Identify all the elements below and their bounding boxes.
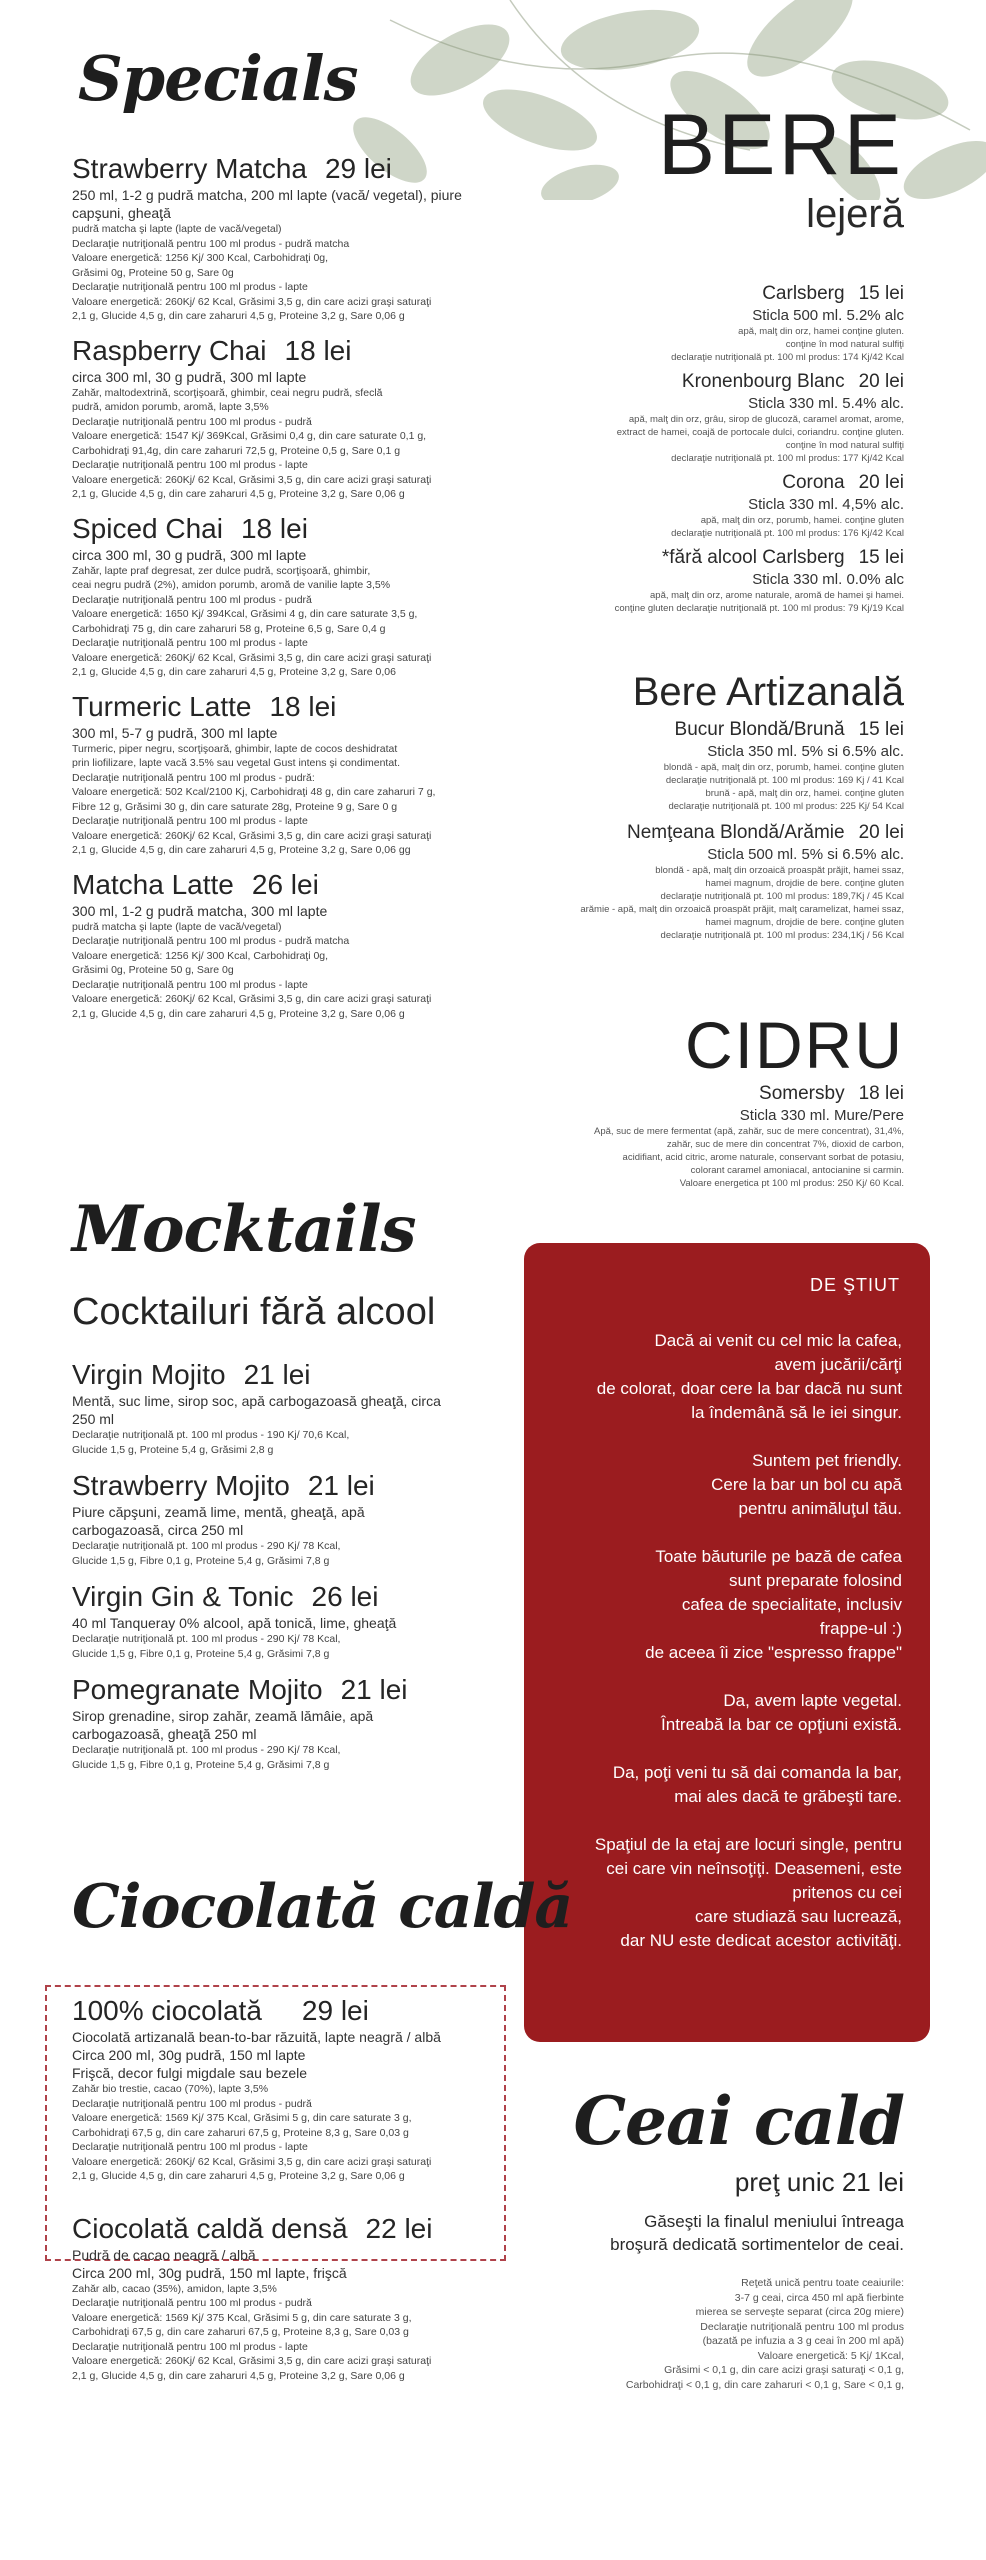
item-name: Spiced Chai: [72, 512, 223, 544]
ceai-description: Găseşti la finalul meniului întreaga broşură dedicată sortimentelor de ceai.: [610, 2212, 904, 2254]
item-price: 18 lei: [240, 512, 308, 544]
item-nutrition: Apă, suc de mere fermentat (apă, zahăr, suc de mere concentrat), 31,4%, zahăr, suc de mere din concentrat 7%, dioxid de carbon, acidifiant, acid citric, arome naturale, conservant sorbat de potasiu, colorant caramel amoniacal, antocianine si carmin. Valoare energetica pt 100 ml produs: 250 Kj/ 60 Kcal.: [594, 1126, 904, 1189]
item-description: Mentă, suc lime, sirop soc, apă carbogazoasă gheaţă, circa 250 ml: [72, 1393, 441, 1427]
item-nutrition: Declaraţie nutriţională pt. 100 ml produs - 190 Kj/ 70,6 Kcal, Glucide 1,5 g, Proteine 5,4 g, Grăsimi 2,8 g: [72, 1429, 350, 1456]
item-price: 15 lei: [858, 719, 904, 740]
item-description: Pudră de cacao neagră / albă: [72, 2246, 256, 2263]
item-name: Turmeric Latte: [72, 690, 252, 722]
list-item: [444, 546, 904, 615]
bere-subheading: lejeră: [806, 192, 904, 236]
artizanala-list: [444, 718, 904, 952]
item-description: Piure căpşuni, zeamă lime, mentă, gheaţă, apă carbogazoasă, circa 250 ml: [72, 1504, 365, 1538]
item-nutrition: apă, malţ din orz, hamei conţine gluten. conţine în mod natural sulfiţi declaraţie nutriţională pt. 100 ml produs: 174 Kj/42 Kcal: [671, 326, 904, 363]
info-body: Dacă ai venit cu cel mic la cafea, avem jucării/cărţi de colorat, doar cere la bar dacă nu sunt la îndemână să le iei singur. Suntem pet friendly. Cere la bar un bol cu apă pentru animăluţul tău. Toate băuturile pe bază de cafea sunt preparate folosind cafea de specialitate, inclusiv frappe-ul :) de aceea îi zice "espresso frappe" Da, avem lapte vegetal. Întreabă la bar ce opţiuni există. Da, poţi veni tu să dai comanda la bar, mai ales dacă te grăbeşti tare. Spaţiul de la etaj are locuri single, pentru cei care vin neînsoţiţi. Deasemeni, este pritenos cu cei care studiază sau lucrează, dar NU este dedicat acestor activităţi.: [594, 1331, 902, 1950]
ciocolata-list: [72, 1994, 512, 2393]
list-item: [72, 1673, 452, 1772]
item-nutrition: blondă - apă, malţ din orz, porumb, hamei. conţine gluten declaraţie nutriţională pt. 100 ml produs: 169 Kj / 41 Kcal brună - apă, malţ din orz, hamei. conţine gluten declaraţie nutriţională pt. 100 ml produs: 225 Kj/ 54 Kcal: [663, 762, 904, 812]
item-name: Virgin Mojito: [72, 1359, 226, 1390]
item-nutrition: Zahăr, maltodextrină, scorţişoară, ghimbir, ceai negru pudră, sfeclă pudră, amidon porumb, aromă, lapte 3,5% Declaraţie nutriţională pentru 100 ml produs - pudră Valoare energetică: 1547 Kj/ 369Kcal, Grăsimi 0,4 g, din care saturate 0,1 g, Carbohidraţi 91,4g, din care zaharuri 72,5 g, Proteine 0,5 g, Sare 0,1 g Declaraţie nutriţională pentru 100 ml produs - lapte Valoare energetică: 260Kj/ 62 Kcal, Grăsimi 3,5 g, din care acizi graşi saturaţi 2,1 g, Glucide 4,5 g, din care zaharuri 4,5 g, Proteine 3,2 g, Sare 0,06 g: [72, 386, 432, 500]
item-description: 40 ml Tanqueray 0% alcool, apă tonică, lime, gheaţă: [72, 1615, 397, 1631]
item-price: 18 lei: [858, 1083, 904, 1104]
ceai-nutrition: Reţetă unică pentru toate ceaiurile: 3-7 g ceai, circa 450 ml apă fierbinte mierea se serveşte separat (circa 20g miere) Declaraţie nutriţională pentru 100 ml produs (bazată pe infuzia a 3 g ceai în 200 ml apă) Valoare energetică: 5 Kj/ 1Kcal, Grăsimi < 0,1 g, din care acizi graşi saturaţi < 0,1 g, Carbohidraţi < 0,1 g, din care zaharuri < 0,1 g, Sare < 0,1 g,: [625, 2277, 904, 2391]
item-description: 250 ml, 1-2 g pudră matcha, 200 ml lapte (vacă/ vegetal), piure capşuni, gheaţă: [72, 187, 462, 221]
item-nutrition: pudră matcha şi lapte (lapte de vacă/vegetal) Declaraţie nutriţională pentru 100 ml produs - pudră matcha Valoare energetică: 1256 Kj/ 300 Kcal, Carbohidraţi 0g, Grăsimi 0g, Proteine 50 g, Sare 0g Declaraţie nutriţională pentru 100 ml produs - lapte Valoare energetică: 260Kj/ 62 Kcal, Grăsimi 3,5 g, din care acizi graşi saturaţi 2,1 g, Glucide 4,5 g, din care zaharuri 4,5 g, Proteine 3,2 g, Sare 0,06 g: [72, 223, 432, 322]
mocktails-subheading: Cocktailuri fără alcool: [72, 1291, 436, 1333]
list-item: [72, 1994, 512, 2184]
info-title: DE ŞTIUT: [809, 1275, 900, 1295]
item-price: 21 lei: [243, 1359, 311, 1390]
item-nutrition: Zahăr, lapte praf degresat, zer dulce pudră, scorţişoară, ghimbir, ceai negru pudră (2%), amidon porumb, aromă de vanilie lapte 3,5% Declaraţie nutriţională pentru 100 ml produs - pudră Valoare energetică: 1650 Kj/ 394Kcal, Grăsimi 4 g, din care saturate 3,5 g, Carbohidraţi 75 g, din care zaharuri 58 g, Proteine 6,5 g, Sare 0,4 g Declaraţie nutriţională pentru 100 ml produs - lapte Valoare energetică: 260Kj/ 62 Kcal, Grăsimi 3,5 g, din care acizi graşi saturaţi 2,1 g, Glucide 4,5 g, din care zaharuri 4,5 g, Proteine 3,2 g, Sare 0,06: [72, 564, 432, 678]
item-price: 18 lei: [284, 334, 352, 366]
item-nutrition: pudră matcha şi lapte (lapte de vacă/vegetal) Declaraţie nutriţională pentru 100 ml produs - pudră matcha Valoare energetică: 1256 Kj/ 300 Kcal, Carbohidraţi 0g, Grăsimi 0g, Proteine 50 g, Sare 0g Declaraţie nutriţională pentru 100 ml produs - lapte Valoare energetică: 260Kj/ 62 Kcal, Grăsimi 3,5 g, din care acizi graşi saturaţi 2,1 g, Glucide 4,5 g, din care zaharuri 4,5 g, Proteine 3,2 g, Sare 0,06 g: [72, 920, 432, 1020]
artizanala-heading: Bere Artizanală: [632, 670, 904, 714]
item-name: Strawberry Mojito: [72, 1470, 290, 1501]
item-volume: Sticla 330 ml. Mure/Pere: [739, 1107, 904, 1124]
item-description: Sirop grenadine, sirop zahăr, zeamă lămâie, apă carbogazoasă, gheaţă 250 ml: [72, 1708, 374, 1742]
item-nutrition: Declaraţie nutriţională pt. 100 ml produs - 290 Kj/ 78 Kcal, Glucide 1,5 g, Fibre 0,1 g, Proteine 5,4 g, Grăsimi 7,8 g: [72, 1744, 341, 1771]
item-price: 20 lei: [858, 472, 904, 493]
item-nutrition: Zahăr bio trestie, cacao (70%), lapte 3,5% Declaraţie nutriţională pentru 100 ml produs - pudră Valoare energetică: 1569 Kj/ 375 Kcal, Grăsimi 5 g, din care saturate 3 g, Carbohidraţi 67,5 g, din care zaharuri 67,5 g, Proteine 8,3 g, Sare 0,03 g Declaraţie nutriţională pentru 100 ml produs - lapte Valoare energetică: 260Kj/ 62 Kcal, Grăsimi 3,5 g, din care acizi graşi saturaţi 2,1 g, Glucide 4,5 g, din care zaharuri 4,5 g, Proteine 3,2 g, Sare 0,06 g: [72, 2083, 432, 2182]
bere-heading: BERE: [657, 97, 904, 193]
item-price: 26 lei: [251, 868, 319, 900]
item-name: Pomegranate Mojito: [72, 1674, 323, 1705]
item-name: Kronenbourg Blanc: [681, 371, 845, 392]
list-item: [72, 1469, 452, 1568]
item-volume: Sticla 330 ml. 0.0% alc: [752, 571, 904, 588]
item-price: 29 lei: [324, 153, 392, 184]
list-item: [72, 1358, 452, 1457]
mocktails-heading: Mocktails: [72, 1192, 416, 1267]
info-box: [524, 1243, 930, 2042]
ceai-price: preţ unic 21 lei: [734, 2167, 904, 2197]
item-price: 29 lei: [301, 1995, 369, 2026]
item-description: circa 300 ml, 30 g pudră, 300 ml lapte: [72, 546, 307, 563]
list-item: [444, 821, 904, 942]
list-item: [444, 282, 904, 364]
item-name: Ciocolată caldă densă: [72, 2212, 348, 2244]
item-name: Corona: [782, 472, 845, 493]
item-name: Raspberry Chai: [72, 334, 267, 366]
item-volume: Sticla 500 ml. 5.2% alc: [752, 307, 904, 324]
item-nutrition: Turmeric, piper negru, scorţişoară, ghimbir, lapte de cocos deshidratat prin liofilizare, lapte vacă 3.5% sau vegetal Gust intens şi condimentat. Declaraţie nutriţională pentru 100 ml produs - pudră: Valoare energetică: 502 Kcal/2100 Kj, Carbohidraţi 48 g, din care zaharuri 7 g, Fibre 12 g, Grăsimi 30 g, din care saturate 28g, Proteine 9 g, Sare 0 g Declaraţie nutriţională pentru 100 ml produs - lapte Valoare energetică: 260Kj/ 62 Kcal, Grăsimi 3,5 g, din care acizi graşi saturaţi 2,1 g, Glucide 4,5 g, din care zaharuri 4,5 g, Proteine 3,2 g, Sare 0,06 gg: [72, 742, 436, 856]
item-description: 300 ml, 1-2 g pudră matcha, 300 ml lapte: [72, 902, 328, 919]
item-name: Carlsberg: [762, 283, 845, 304]
item-nutrition: Declaraţie nutriţională pt. 100 ml produs - 290 Kj/ 78 Kcal, Glucide 1,5 g, Fibre 0,1 g, Proteine 5,4 g, Grăsimi 7,8 g: [72, 1633, 341, 1660]
ciocolata-heading: Ciocolată caldă: [72, 1872, 573, 1942]
item-name: Matcha Latte: [72, 868, 234, 900]
item-price: 20 lei: [858, 822, 904, 843]
list-item: [72, 2212, 512, 2384]
item-price: 20 lei: [858, 371, 904, 392]
item-name: Somersby: [759, 1083, 845, 1104]
item-name: Virgin Gin & Tonic: [72, 1581, 294, 1612]
list-item: [72, 1580, 452, 1661]
item-name: Bucur Blondă/Brună: [674, 719, 845, 740]
item-nutrition: apă, malţ din orz, grâu, sirop de glucoză, caramel aromat, arome, extract de hamei, coajă de portocale dulci, coriandru. conţine gluten. conţine în mod natural sulfiţi declaraţie nutriţională pt. 100 ml produs: 177 Kj/42 Kcal: [616, 414, 904, 464]
item-volume: Sticla 500 ml. 5% si 6.5% alc.: [707, 846, 904, 863]
item-price: 26 lei: [311, 1581, 379, 1612]
item-price: 15 lei: [858, 547, 904, 568]
cidru-item: [444, 1082, 904, 1190]
list-item: [444, 471, 904, 540]
list-item: [444, 718, 904, 813]
item-nutrition: apă, malţ din orz, porumb, hamei. conţine gluten declaraţie nutriţională pt. 100 ml produs: 176 Kj/42 Kcal: [671, 515, 904, 539]
item-serving: Circa 200 ml, 30g pudră, 150 ml lapte, frişcă: [72, 2264, 347, 2281]
item-price: 15 lei: [858, 283, 904, 304]
list-item: [444, 370, 904, 465]
item-name: Nemţeana Blondă/Arămie: [627, 822, 845, 843]
item-volume: Sticla 330 ml. 4,5% alc.: [748, 496, 904, 513]
item-nutrition: apă, malţ din orz, arome naturale, aromă de hamei şi hamei. conţine gluten declaraţie nutriţională pt. 100 ml produs: 79 Kj/19 Kcal: [614, 590, 904, 614]
item-name: Strawberry Matcha: [72, 153, 307, 184]
item-price: 18 lei: [269, 690, 337, 722]
item-nutrition: blondă - apă, malţ din orzoaică proaspăt prăjit, hamei ssaz, hamei magnum, drojdie de bere. conţine gluten declaraţie nutriţională pt. 100 ml produs: 189,7Kj / 45 Kcal arămie - apă, malţ din orzoaică proaspăt prăjit, malţ caramelizat, hamei ssaz, hamei magnum, drojdie de bere. conţine gluten declaraţie nutriţională pt. 100 ml produs: 234,1Kj / 56 Kcal: [580, 865, 904, 941]
item-serving: Circa 200 ml, 30g pudră, 150 ml lapte Frişcă, decor fulgi migdale sau bezele: [72, 2047, 308, 2081]
ceai-heading: Ceai cald: [573, 2082, 904, 2160]
item-description: Ciocolată artizanală bean-to-bar răzuită, lapte neagră / albă: [72, 2029, 441, 2045]
cidru-heading: CIDRU: [685, 1008, 904, 1082]
item-price: 21 lei: [340, 1674, 408, 1705]
item-volume: Sticla 350 ml. 5% si 6.5% alc.: [707, 743, 904, 760]
item-volume: Sticla 330 ml. 5.4% alc.: [748, 395, 904, 412]
bere-list: [444, 282, 904, 621]
item-price: 22 lei: [365, 2212, 433, 2244]
item-description: circa 300 ml, 30 g pudră, 300 ml lapte: [72, 368, 307, 385]
item-description: 300 ml, 5-7 g pudră, 300 ml lapte: [72, 724, 278, 741]
specials-heading: Specials: [78, 42, 358, 115]
item-nutrition: Declaraţie nutriţională pt. 100 ml produs - 290 Kj/ 78 Kcal, Glucide 1,5 g, Fibre 0,1 g, Proteine 5,4 g, Grăsimi 7,8 g: [72, 1540, 341, 1567]
item-name: 100% ciocolată: [72, 1995, 262, 2026]
item-price: 21 lei: [307, 1470, 375, 1501]
item-name: *fără alcool Carlsberg: [661, 547, 845, 568]
item-nutrition: Zahăr alb, cacao (35%), amidon, lapte 3,5% Declaraţie nutriţională pentru 100 ml produs - pudră Valoare energetică: 1569 Kj/ 375 Kcal, Grăsimi 5 g, din care saturate 3 g, Carbohidraţi 67,5 g, din care zaharuri 67,5 g, Proteine 8,3 g, Sare 0,03 g Declaraţie nutriţională pentru 100 ml produs - lapte Valoare energetică: 260Kj/ 62 Kcal, Grăsimi 3,5 g, din care acizi graşi saturaţi 2,1 g, Glucide 4,5 g, din care zaharuri 4,5 g, Proteine 3,2 g, Sare 0,06 g: [72, 2282, 432, 2382]
mocktails-list: [72, 1358, 452, 1782]
